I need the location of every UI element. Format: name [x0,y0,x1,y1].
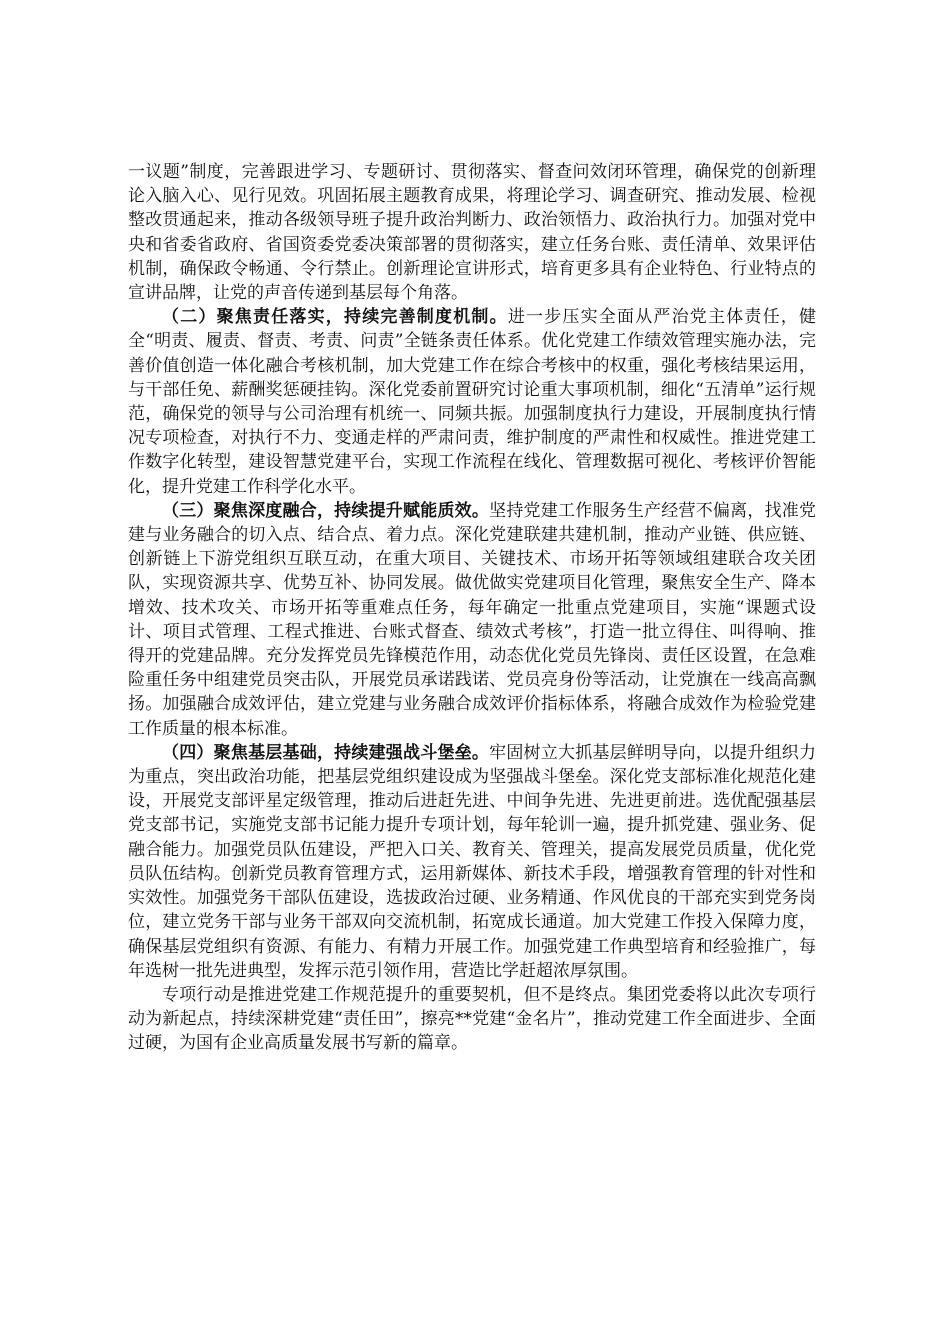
paragraph-section-2 [128,305,816,499]
paragraph-text: 一议题”制度，完善跟进学习、专题研讨、贯彻落实、督查问效闭环管理，确保党的创新理论入脑入心、见行见效。巩固拓展主题教育成果，将理论学习、调查研究、推动发展、检视整改贯通起来，推动各级领导班子提升政治判断力、政治领悟力、政治执行力。加强对党中央和省委省政府、省国资委党委决策部署的贯彻落实，建立任务台账、责任清单、效果评估机制，确保政令畅通、令行禁止。创新理论宣讲形式，培育更多具有企业特色、行业特点的宣讲品牌，让党的声音传递到基层每个角落。 [128,162,816,304]
paragraph-text: 牢固树立大抓基层鲜明导向，以提升组织力为重点，突出政治功能，把基层党组织建设成为坚强战斗堡垒。深化党支部标准化规范化建设，开展党支部评星定级管理，推动后进赶先进、中间争先进、先进更前进。选优配强基层党支部书记，实施党支部书记能力提升专项计划，每年轮训一遍，提升抓党建、强业务、促融合能力。加强党员队伍建设，严把入口关、教育关、管理关，提高发展党员质量，优化党员队伍结构。创新党员教育管理方式，运用新媒体、新技术手段，增强教育管理的针对性和实效性。加强党务干部队伍建设，选拔政治过硬、业务精通、作风优良的干部充实到党务岗位，建立党务干部与业务干部双向交流机制，拓宽成长通道。加大党建工作投入保障力度，确保基层党组织有资源、有能力、有精力开展工作。加强党建工作典型培育和经验推广，每年选树一批先进典型，发挥示范引领作用，营造比学赶超浓厚氛围。 [128,742,817,981]
paragraph-text: 进一步压实全面从严治党主体责任，健全“明责、履责、督责、考责、问责”全链条责任体系。优化党建工作绩效管理实施办法，完善价值创造一体化融合考核机制，加大党建工作在综合考核中的权重，强化考核结果运用，与干部任免、薪酬奖惩硬挂钩。深化党委前置研究讨论重大事项机制，细化“五清单”运行规范，确保党的领导与公司治理有机统一、同频共振。加强制度执行力建设，开展制度执行情况专项检查，对执行不力、变通走样的严肃问责，维护制度的严肃性和权威性。推进党建工作数字化转型，建设智慧党建平台，实现工作流程在线化、管理数据可视化、考核评价智能化，提升党建工作科学化水平。 [128,307,817,497]
section-heading: （二）聚焦责任落实，持续完善制度机制。 [162,307,508,328]
paragraph-text: 专项行动是推进党建工作规范提升的重要契机，但不是终点。集团党委将以此次专项行动为新起点，持续深耕党建“责任田”，擦亮**党建“金名片”，推动党建工作全面进步、全面过硬，为国有企业高质量发展书写新的篇章。 [128,984,816,1054]
section-heading: （四）聚焦基层基础，持续建强战斗堡垒。 [162,742,490,763]
paragraph-section-4 [128,741,816,983]
paragraph-conclusion [128,983,816,1056]
paragraph-section-3 [128,499,816,741]
section-heading: （三）聚焦深度融合，持续提升赋能质效。 [162,500,490,521]
paragraph-text: 坚持党建工作服务生产经营不偏离，找准党建与业务融合的切入点、结合点、着力点。深化党建联建共建机制，推动产业链、供应链、创新链上下游党组织互联互动，在重大项目、关键技术、市场开拓等领域组建联合攻关团队，实现资源共享、优势互补、协同发展。做优做实党建项目化管理，聚焦安全生产、降本增效、技术攻关、市场开拓等重难点任务，每年确定一批重点党建项目，实施“课题式设计、项目式管理、工程式推进、台账式督查、绩效式考核”，打造一批立得住、叫得响、推得开的党建品牌。充分发挥党员先锋模范作用，动态优化党员先锋岗、责任区设置，在急难险重任务中组建党员突击队，开展党员承诺践诺、党员亮身份等活动，让党旗在一线高高飘扬。加强融合成效评估，建立党建与业务融合成效评价指标体系，将融合成效作为检验党建工作质量的根本标准。 [128,500,817,739]
document-page [128,160,816,1056]
paragraph-continuation [128,160,816,305]
